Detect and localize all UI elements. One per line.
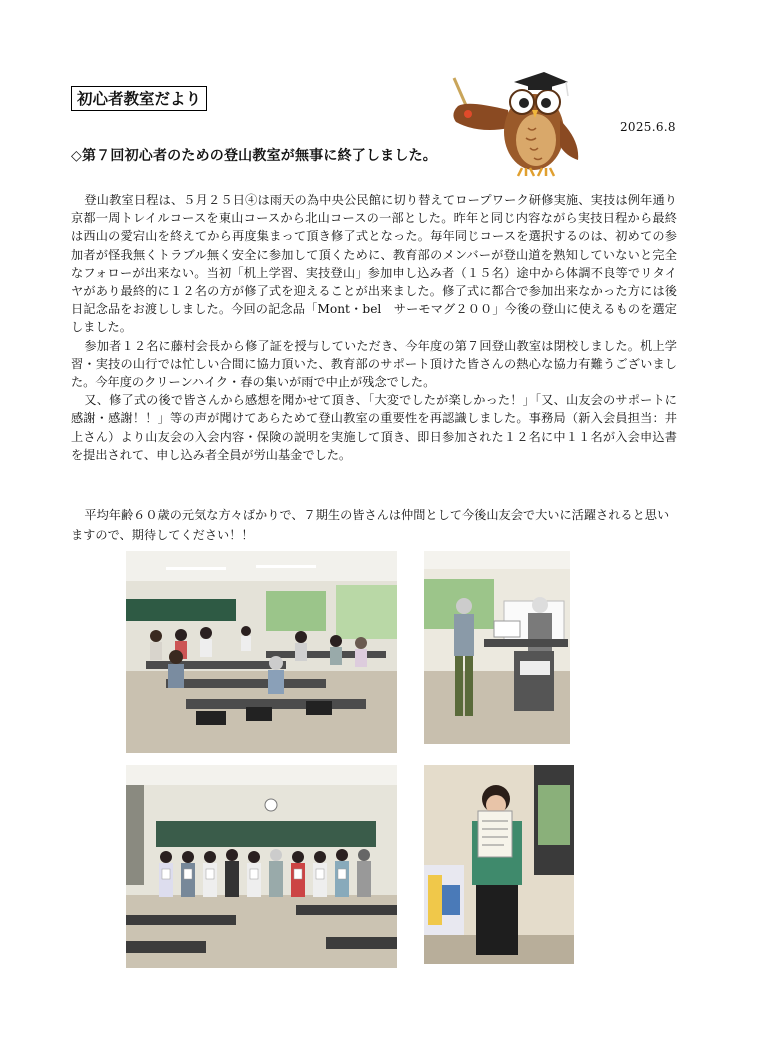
photo-classroom-seated xyxy=(126,551,397,753)
paragraph: 登山教室日程は、５月２５日④は雨天の為中央公民館に切り替えてロープワーク研修実施、実技は例年通り京都一周トレイルコースを東山コースから北山コースの一部とした。昨年と同じ内容ながら実技日程から最終は西山の愛宕山を終えてから再度集まって頂き修了式となった。毎年同じコースを選択するのは、初めての参加者が怪我無くトラブル無く安全に参加して頂くために、教育部のメンバーが登山道を熟知していないと完全なフォローが出来ない。当初「机上学習、実技登山」参加申し込み者（１５名）途中から体調不良等でリタイヤがあり最終的に１２名の方が修了式を迎えることが出来ました。修了式に都合で参加出来なかった方には後日記念品をお渡ししました。今回の記念品「Mont・bel サーモマグ２００」今後の登山に使えるものを選定しました。 xyxy=(71,193,677,335)
photo-member-certificate xyxy=(424,765,574,964)
photo-certificate-handover xyxy=(424,551,570,744)
newsletter-title: 初心者教室だより xyxy=(71,86,207,111)
article-body xyxy=(71,191,677,464)
closing-paragraph: 平均年齢６０歳の元気な方々ばかりで、７期生の皆さんは仲間として今後山友会で大いに活躍されると思いますので、期待してください！！ xyxy=(71,508,670,542)
owl-teacher-icon xyxy=(448,70,584,178)
issue-date: 2025.6.8 xyxy=(620,120,676,134)
photo-group-certificates xyxy=(126,765,397,968)
paragraph: 参加者１２名に藤村会長から修了証を授与していただき、今年度の第７回登山教室は閉校しました。机上学習・実技の山行では忙しい合間に協力頂いた、教育部のサポート頂けた皆さんの熱心な協力有難うございました。今年度のクリーンハイク・春の集いが雨で中止が残念でした。 xyxy=(71,338,677,390)
paragraph: 又、修了式の後で皆さんから感想を聞かせて頂き、「大変でしたが楽しかった！」「又、山友会のサポートに感謝・感謝！！」等の声が聞けてあらためて登山教室の重要性を再認識しました。事務局（新入会員担当：井上さん）より山友会の入会内容・保険の説明を実施して頂き、即日参加された１２名に中１１名が入会申込書を提出されて、申し込み者全員が労山基金でした。 xyxy=(71,393,677,462)
article-heading: ◇第７回初心者のための登山教室が無事に終了しました。 xyxy=(71,148,437,164)
